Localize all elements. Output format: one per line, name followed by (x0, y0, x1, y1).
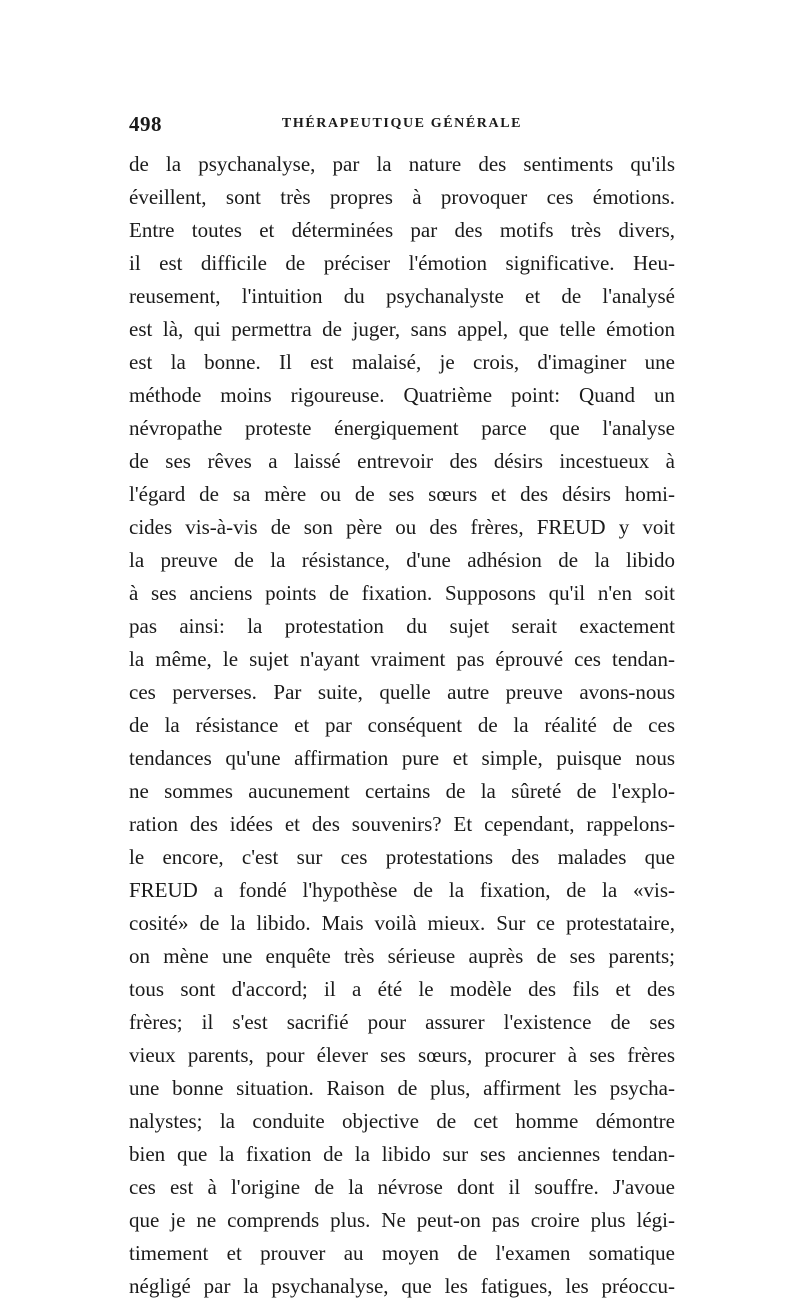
text-line: on mène une enquête très sérieuse auprès de ses parents; (129, 944, 675, 968)
text-line: ration des idées et des souvenirs? Et cependant, rappelons- (129, 812, 675, 836)
text-line: ces perverses. Par suite, quelle autre preuve avons-nous (129, 680, 675, 704)
text-line: bien que la fixation de la libido sur ses anciennes tendan- (129, 1142, 675, 1166)
text-line: frères; il s'est sacrifié pour assurer l'existence de ses (129, 1010, 675, 1034)
text-line: méthode moins rigoureuse. Quatrième point: Quand un (129, 383, 675, 407)
text-line: névropathe proteste énergiquement parce que l'analyse (129, 416, 675, 440)
running-head (129, 112, 675, 142)
text-line: nalystes; la conduite objective de cet homme démontre (129, 1109, 675, 1133)
text-line: une bonne situation. Raison de plus, affirment les psycha- (129, 1076, 675, 1100)
text-line: timement et prouver au moyen de l'examen somatique (129, 1241, 675, 1265)
text-line: FREUD a fondé l'hypothèse de la fixation, de la «vis- (129, 878, 675, 902)
text-line: il est difficile de préciser l'émotion significative. Heu- (129, 251, 675, 275)
text-line: éveillent, sont très propres à provoquer ces émotions. (129, 185, 675, 209)
text-line: le encore, c'est sur ces protestations des malades que (129, 845, 675, 869)
text-line: l'égard de sa mère ou de ses sœurs et des désirs homi- (129, 482, 675, 506)
text-line: est la bonne. Il est malaisé, je crois, d'imaginer une (129, 350, 675, 374)
text-line: que je ne comprends plus. Ne peut-on pas croire plus légi- (129, 1208, 675, 1232)
text-line: cides vis-à-vis de son père ou des frères, FREUD y voit (129, 515, 675, 539)
text-line: pas ainsi: la protestation du sujet serait exactement (129, 614, 675, 638)
body-text (129, 148, 675, 1303)
text-line: est là, qui permettra de juger, sans appel, que telle émotion (129, 317, 675, 341)
text-line: la même, le sujet n'ayant vraiment pas éprouvé ces tendan- (129, 647, 675, 671)
text-line: de la psychanalyse, par la nature des sentiments qu'ils (129, 152, 675, 176)
text-line: tendances qu'une affirmation pure et simple, puisque nous (129, 746, 675, 770)
text-line: cosité» de la libido. Mais voilà mieux. Sur ce protestataire, (129, 911, 675, 935)
text-line: de ses rêves a laissé entrevoir des désirs incestueux à (129, 449, 675, 473)
text-line: à ses anciens points de fixation. Supposons qu'il n'en soit (129, 581, 675, 605)
text-line: tous sont d'accord; il a été le modèle des fils et des (129, 977, 675, 1001)
text-line: négligé par la psychanalyse, que les fatigues, les préoccu- (129, 1274, 675, 1298)
text-line: ces est à l'origine de la névrose dont il souffre. J'avoue (129, 1175, 675, 1199)
text-line: de la résistance et par conséquent de la réalité de ces (129, 713, 675, 737)
text-line: vieux parents, pour élever ses sœurs, procurer à ses frères (129, 1043, 675, 1067)
text-line: ne sommes aucunement certains de la sûreté de l'explo- (129, 779, 675, 803)
text-line: reusement, l'intuition du psychanalyste et de l'analysé (129, 284, 675, 308)
page-number: 498 (129, 112, 162, 136)
text-line: Entre toutes et déterminées par des motifs très divers, (129, 218, 675, 242)
text-line: la preuve de la résistance, d'une adhésion de la libido (129, 548, 675, 572)
running-title: THÉRAPEUTIQUE GÉNÉRALE (281, 116, 523, 131)
